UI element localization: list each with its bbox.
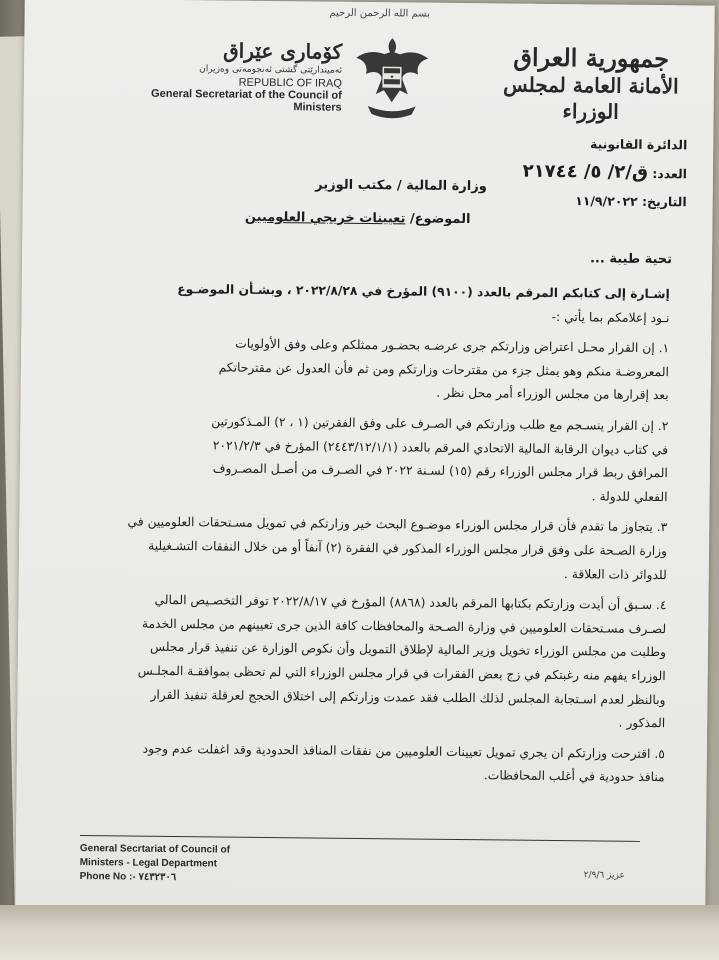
footer-phone: Phone No :- ٧٤٣٢٣٠٦	[79, 871, 177, 884]
numbered-item-1	[69, 331, 670, 408]
footer-line-2: Ministers - Legal Department	[79, 857, 218, 870]
item-line: ٣. يتجاوز ما تقدم فأن قرار مجلس الوزراء موضـوع البحث خير وزارتكم في تمويل مسـتحقات العلوميين في	[127, 514, 668, 535]
page-footer	[80, 835, 640, 890]
item-line: الوزراء يفهم منه رغبتكم في زج بعض الفقرات في قرار مجلس الوزراء التي لم تحظى بموافقـة المجلـس	[137, 663, 666, 684]
number-label: العدد:	[652, 165, 688, 182]
multilingual-letterhead	[102, 37, 343, 114]
item-line: ٥. اقترحت وزارتكم ان يجري تمويل تعيينات العلوميين من نفقات المنافذ الحدودية وقد اغفلت عدم وجود	[142, 741, 665, 761]
item-line: للدوائر ذات العلاقة .	[563, 566, 667, 582]
item-line: المذكور .	[618, 715, 666, 731]
desk-edge	[0, 905, 719, 960]
item-line: وبالنظر لعدم اسـتجابة المجلس لذلك الطلب فقد عمدت وزارتكم إلى اختلاق الحجج لعرقلة تنفيذ القرار	[150, 687, 666, 707]
arabic-republic-title: جمهورية العراق	[513, 42, 670, 74]
item-line: وطلبت من مجلس الوزراء تخويل وزير المالية لإطلاق التمويل وأن نكوص الوزارة عن تنفيذ قرار مجلس	[149, 640, 667, 660]
letter-date	[517, 187, 687, 217]
english-republic-title: REPUBLIC OF IRAQ	[238, 76, 342, 90]
item-line: ٤. سـبق أن أيدت وزارتكم بكتابها المرقم بالعدد (٨٨٦٨) المؤرخ في ٢٠٢٢/٨/١٧ توفر التخصـيص المالي	[154, 592, 667, 613]
item-line: المرافق ربط قرار مجلس الوزراء رقم (١٥) لسـنة ٢٠٢٢ في الصـرف من أصـل المصـروف	[212, 461, 668, 481]
addressee: وزارة المالية / مكتب الوزير	[315, 177, 487, 195]
item-line: ٢. إن القرار ينسـجم مع طلب وزارتكم في الصـرف على وفق الفقرتين (١ ، ٢) المـذكورتين	[211, 414, 669, 434]
letter-number	[517, 158, 687, 189]
typist-initials: عزيز ٢/٩/٦	[583, 870, 625, 881]
arabic-letterhead	[496, 43, 687, 125]
kurdish-republic-title: كۆماری عێراق	[223, 38, 343, 64]
english-secretariat-title: General Secretariat of the Council of Ministers	[151, 87, 342, 114]
numbered-item-4	[65, 588, 666, 736]
intro-line-2: نـود إعلامكم بما يأتي :-	[551, 309, 670, 325]
item-line: بعد إقرارها من مجلس الوزراء أمر محل نظر .	[436, 386, 669, 403]
letter-meta	[517, 130, 688, 217]
iraq-eagle-emblem-icon	[353, 32, 430, 125]
arabic-secretariat-title: الأمانة العامة لمجلس الوزراء	[503, 72, 679, 124]
svg-text:★: ★	[389, 74, 395, 81]
date-value: ١١/٩/٢٠٢٢	[575, 193, 638, 209]
basmala: بسم الله الرحمن الرحيم	[329, 7, 430, 20]
subject-line	[230, 210, 470, 228]
department-name: الدائرة القانونية	[589, 136, 688, 153]
letter-page	[15, 0, 715, 918]
subject-value: تعيينات خريجي العلوميين	[244, 209, 406, 227]
subject-label: الموضوع/	[409, 211, 471, 228]
number-value: ق/٢/ ٥/ ٢١٧٤٤	[522, 160, 649, 183]
footer-line-1: General Secrtariat of Council of	[79, 843, 230, 856]
kurdish-secretariat-title: ئەمیندارێتی گشتی ئەنجومەنی وەزیران	[199, 64, 343, 76]
item-line: ١. إن القرار محـل اعتراض وزارتكم جرى عرضـه بحضـور ممثلكم وعلى وفق الأولويات	[235, 336, 670, 356]
item-line: وزارة الصـحة على وفق قرار مجلس الوزراء المذكور في الفقرة (٢) آنفاً أو من خلال النفقات التشـغيلية	[148, 538, 668, 559]
greeting: تحية طيبة ...	[589, 251, 673, 268]
date-label: التاريخ:	[641, 193, 687, 210]
numbered-item-2	[68, 409, 669, 510]
numbered-item-3	[67, 510, 668, 587]
item-line: الفعلي للدولة .	[591, 489, 668, 504]
item-line: في كتاب ديوان الرقابة المالية الاتحادي المرقم بالعدد (٢٤٤٣/١٢/١/١) المؤرخ في ٢٠٢١/٢/٣	[212, 437, 669, 457]
item-line: المعروضـة منكم وهو يمثل جزء من مقترحات وزارتكم ومن ثم فأن العدول عن مقترحاتكم	[218, 360, 669, 379]
item-line: منافذ حدودية في أغلب المحافظات.	[483, 768, 665, 785]
letter-body	[65, 277, 670, 790]
intro-line-1: إشـارة إلى كتابكم المرقم بالعدد (٩١٠٠) المؤرخ في ٢٠٢٢/٨/٢٨ ، وبشـأن الموضـوع	[177, 282, 670, 302]
item-line: لصـرف مسـتحقات العلوميين في وزارة الصـحة والمحافظات كافة الذين جرى تعيينهم من مجلس الخدمة	[141, 616, 667, 636]
numbered-item-5	[65, 737, 665, 790]
